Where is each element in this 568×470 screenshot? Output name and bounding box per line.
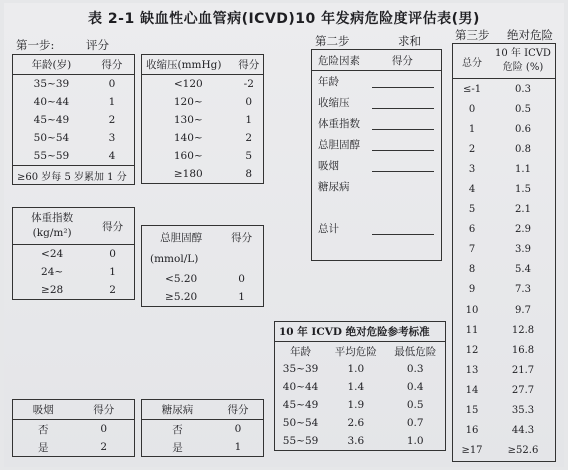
table-row: 2 0.8 (468, 143, 531, 155)
table-row: 55~59 4 (13, 147, 135, 166)
bmi-unit: (kg/m²) (32, 227, 72, 239)
table-row: 15 35.3 (465, 405, 535, 417)
smoking-score-header: 得分 (74, 400, 135, 420)
bmi-score-blank[interactable] (372, 117, 434, 130)
diabetes-table (141, 399, 264, 457)
table-row: 8 5.4 (468, 264, 531, 276)
reference-table (274, 321, 446, 451)
table-row: 是 2 (38, 441, 108, 454)
step2-sum-label: 求和 (398, 34, 421, 48)
step1-label: 第一步: (16, 38, 55, 52)
ref-age-header: 年龄 (290, 345, 312, 358)
table-row: 0 0.5 (468, 103, 531, 115)
smoking-table (12, 399, 135, 457)
table-row: 16 44.3 (465, 425, 535, 437)
sum-score-header: 得分 (366, 50, 442, 71)
list-item: 糖尿病 (318, 181, 350, 193)
table-row: 11 12.8 (465, 324, 535, 336)
table-row: 45~49 2 (33, 114, 116, 126)
list-item: 吸烟 (312, 155, 442, 176)
table-row: 13 21.7 (465, 364, 535, 376)
step3-label: 第三步 (455, 28, 490, 42)
table-row: 否 0 (172, 423, 242, 436)
sum-table (311, 49, 442, 261)
table-row: 14 27.7 (465, 384, 535, 396)
bmi-header: 体重指数 (31, 212, 74, 224)
table-row: 35~39 0 (33, 78, 116, 90)
table-row: 160~ 5 (173, 150, 253, 162)
table-footer-row: ≥60 岁每 5 岁累加 1 分 (17, 171, 127, 183)
table-row: <24 0 (41, 248, 116, 260)
table-row: 130~ 1 (173, 114, 253, 126)
step3-abs-label: 绝对危险 (507, 28, 553, 42)
ref-min-header: 最低危险 (394, 345, 437, 358)
ref-avg-header: 平均危险 (334, 345, 377, 358)
age-header: 年龄(岁) (13, 55, 90, 75)
age-score-header: 得分 (90, 55, 135, 75)
diabetes-header: 糖尿病 (142, 400, 213, 420)
table-row: 否 0 (38, 423, 108, 436)
risk-header: 10 年 ICVD (495, 48, 551, 59)
risk-rows (453, 79, 556, 462)
chol-unit: (mmol/L) (150, 253, 199, 265)
table-row: 1 0.6 (468, 123, 531, 135)
chol-header: 总胆固醇 (160, 231, 203, 244)
smoking-score-blank[interactable] (372, 159, 434, 172)
table-row: 140~ 2 (173, 132, 253, 144)
list-item: 收缩压 (312, 92, 442, 113)
table-row: 是 1 (172, 441, 242, 454)
table-row: 7 3.9 (468, 244, 531, 256)
table-row: 40~44 1 (33, 96, 116, 108)
table-row: 10 9.7 (465, 304, 531, 316)
age-table (12, 54, 135, 185)
page-title: 表 2-1 缺血性心血管病(ICVD)10 年发病危险度评估表(男) (88, 11, 480, 27)
table-row: 50~54 3 (33, 132, 116, 144)
risk-total-header: 总分 (453, 44, 492, 79)
smoking-header: 吸烟 (13, 400, 74, 420)
table-row: ≥5.20 1 (165, 291, 245, 303)
table-row: 4 1.5 (468, 184, 531, 196)
table-row: 55~59 3.6 1.0 (282, 435, 424, 447)
age-score-blank[interactable] (372, 75, 434, 88)
sbp-table (141, 54, 264, 184)
table-row: 40~44 1.4 0.4 (282, 381, 424, 393)
list-item: 年龄 (312, 71, 442, 93)
step2-label: 第二步 (315, 34, 350, 48)
table-row: 5 2.1 (468, 204, 531, 216)
sbp-score-header: 得分 (235, 55, 264, 75)
list-item: 体重指数 (312, 113, 442, 134)
sum-factor-header: 危险因素 (312, 50, 366, 71)
table-row (142, 248, 264, 270)
table-row: 35~39 1.0 0.3 (282, 363, 424, 375)
sbp-score-blank[interactable] (372, 96, 434, 109)
table-row: 45~49 1.9 0.5 (282, 399, 424, 411)
cholesterol-table (141, 225, 264, 307)
list-item: 总胆固醇 (312, 134, 442, 155)
table-row: ≤-1 0.3 (462, 83, 531, 95)
risk-table (452, 43, 556, 462)
table-row: <5.20 0 (165, 273, 245, 285)
sum-total-label: 总计 (318, 223, 339, 235)
bmi-score-header: 得分 (91, 208, 134, 245)
table-row: 3 1.1 (468, 163, 531, 175)
reference-title: 10 年 ICVD 绝对危险参考标准 (275, 322, 446, 342)
table-row: <120 -2 (173, 78, 254, 90)
table-row: 50~54 2.6 0.7 (282, 417, 424, 429)
sbp-header: 收缩压(mmHg) (142, 55, 235, 75)
table-row: 120~ 0 (173, 96, 253, 108)
table-row: 12 16.8 (465, 344, 535, 356)
step1-score-label: 评分 (86, 38, 109, 52)
chol-score-header: 得分 (231, 231, 253, 244)
table-row: 9 7.3 (468, 284, 531, 296)
table-row: ≥17 ≥52.6 (461, 445, 539, 457)
total-score-blank[interactable] (372, 222, 434, 235)
diabetes-score-header: 得分 (213, 400, 264, 420)
table-row: ≥28 2 (41, 284, 116, 296)
chol-score-blank[interactable] (372, 138, 434, 151)
bmi-table (12, 207, 135, 300)
list-item (312, 218, 442, 239)
table-row: 24~ 1 (41, 266, 116, 278)
table-row: ≥180 8 (173, 168, 253, 180)
table-row: 6 2.9 (468, 224, 531, 236)
risk-unit: 危险 (%) (502, 62, 544, 73)
